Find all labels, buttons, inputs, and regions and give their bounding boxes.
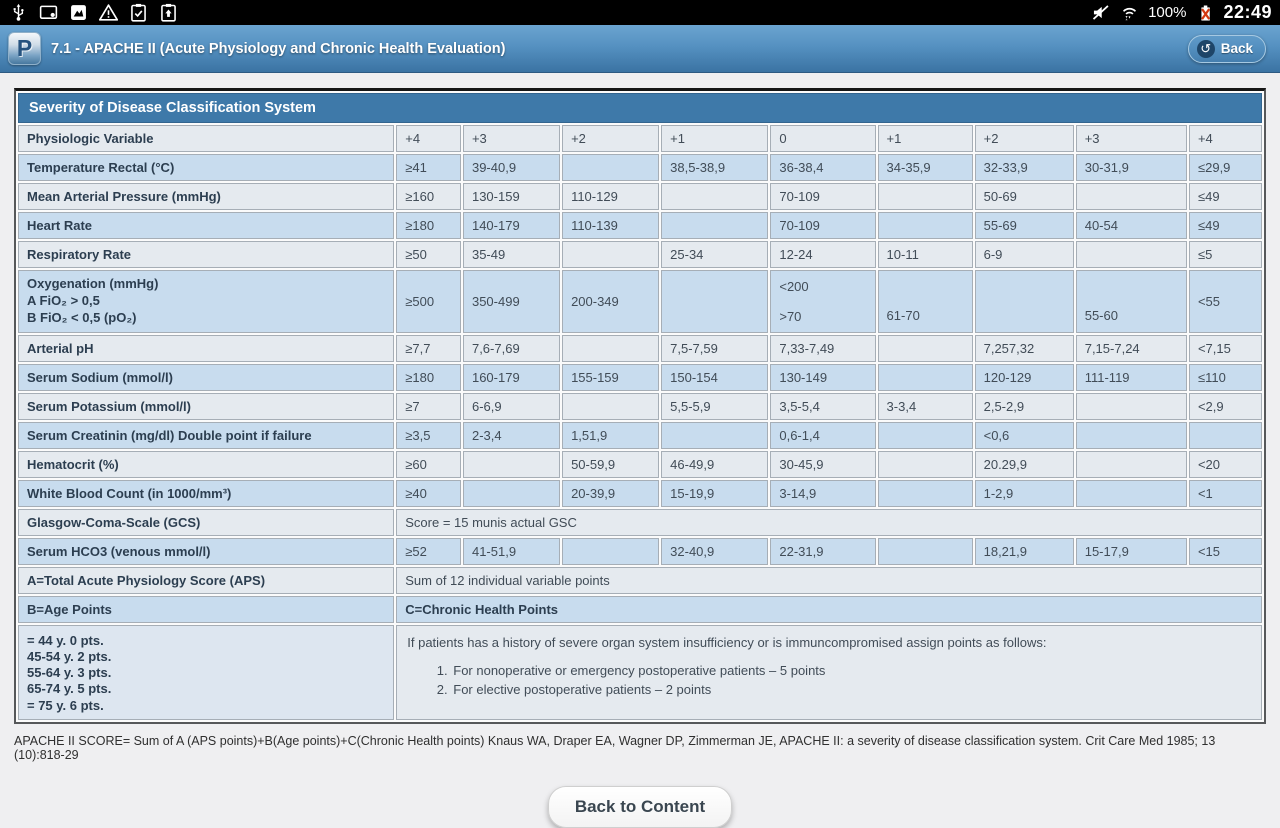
value-cell: 1-2,9: [975, 480, 1074, 507]
value-cell: 30-31,9: [1076, 154, 1187, 181]
battery-percent: 100%: [1148, 4, 1187, 21]
value-cell: 40-54: [1076, 212, 1187, 239]
value-cell: 12-24: [770, 241, 875, 268]
value-cell: ≥52: [396, 538, 461, 565]
value-cell: 140-179: [463, 212, 560, 239]
row-label: Serum Creatinin (mg/dl) Double point if failure: [18, 422, 394, 449]
row-label: White Blood Count (in 1000/mm³): [18, 480, 394, 507]
value-cell: 110-129: [562, 183, 659, 210]
value-cell: 20.29,9: [975, 451, 1074, 478]
column-header: 0: [770, 125, 875, 152]
value-cell: 3-3,4: [878, 393, 973, 420]
value-cell: ≥180: [396, 364, 461, 391]
table-row: [18, 567, 1262, 594]
value-cell: ≥41: [396, 154, 461, 181]
value-cell: 32-40,9: [661, 538, 768, 565]
footer: [0, 786, 1280, 828]
value-cell: 7,33-7,49: [770, 335, 875, 362]
value-cell: [1076, 183, 1187, 210]
value-cell: [878, 480, 973, 507]
row-label: A=Total Acute Physiology Score (APS): [18, 567, 394, 594]
value-cell: 130-159: [463, 183, 560, 210]
column-header: +2: [562, 125, 659, 152]
table-row: [18, 509, 1262, 536]
clock: 22:49: [1223, 2, 1272, 22]
value-cell: [1076, 451, 1187, 478]
clipboard-up-icon: [158, 2, 179, 23]
value-cell: 10-11: [878, 241, 973, 268]
table-row: [18, 480, 1262, 507]
value-cell: [661, 270, 768, 333]
gallery-icon: [68, 2, 89, 23]
value-cell: 25-34: [661, 241, 768, 268]
value-cell: 50-59,9: [562, 451, 659, 478]
value-cell: [562, 241, 659, 268]
table-title-row: [18, 93, 1262, 123]
column-header: +3: [1076, 125, 1187, 152]
status-bar: [0, 0, 1280, 25]
table-row: [18, 422, 1262, 449]
table-row: [18, 212, 1262, 239]
row-label: Hematocrit (%): [18, 451, 394, 478]
row-label: Heart Rate: [18, 212, 394, 239]
value-cell: [562, 154, 659, 181]
value-cell: 55-69: [975, 212, 1074, 239]
value-cell: 34-35,9: [878, 154, 973, 181]
table-row: [18, 364, 1262, 391]
value-cell: <55: [1189, 270, 1262, 333]
column-header: +4: [396, 125, 461, 152]
value-cell: ≥7,7: [396, 335, 461, 362]
value-cell: 350-499: [463, 270, 560, 333]
value-cell: 7,5-7,59: [661, 335, 768, 362]
back-button-label: Back: [1220, 41, 1253, 56]
value-cell: ≥160: [396, 183, 461, 210]
value-cell: 1,51,9: [562, 422, 659, 449]
table-row: [18, 270, 1262, 333]
row-label: Oxygenation (mmHg) A FiO₂ > 0,5 B FiO₂ < 0,5 (pO₂): [18, 270, 394, 333]
value-cell: 2,5-2,9: [975, 393, 1074, 420]
clipboard-check-icon: [128, 2, 149, 23]
value-cell: 111-119: [1076, 364, 1187, 391]
column-header: +2: [975, 125, 1074, 152]
table-row: [18, 538, 1262, 565]
value-cell: 120-129: [975, 364, 1074, 391]
table-row: [18, 183, 1262, 210]
value-cell: [661, 183, 768, 210]
value-cell: [1076, 241, 1187, 268]
row-label: Arterial pH: [18, 335, 394, 362]
value-cell: <7,15: [1189, 335, 1262, 362]
classification-table-body: [18, 93, 1262, 720]
value-cell: 41-51,9: [463, 538, 560, 565]
value-cell: [975, 270, 1074, 333]
table-row: [18, 393, 1262, 420]
value-cell: 46-49,9: [661, 451, 768, 478]
value-cell: <1: [1189, 480, 1262, 507]
value-cell: 0,6-1,4: [770, 422, 875, 449]
row-label: B=Age Points: [18, 596, 394, 623]
value-cell: [878, 335, 973, 362]
mute-icon: [1090, 2, 1111, 23]
row-label: Glasgow-Coma-Scale (GCS): [18, 509, 394, 536]
age-points-cell: = 44 y. 0 pts. 45-54 y. 2 pts. 55-64 y. 3 pts. 65-74 y. 5 pts. = 75 y. 6 pts.: [18, 625, 394, 720]
value-cell: ≥60: [396, 451, 461, 478]
value-cell: 38,5-38,9: [661, 154, 768, 181]
row-label: Serum Sodium (mmol/l): [18, 364, 394, 391]
battery-icon: [1194, 2, 1215, 23]
value-cell: [878, 451, 973, 478]
row-label: C=Chronic Health Points: [396, 596, 1262, 623]
table-row: [18, 625, 1262, 720]
value-cell: 55-60: [1076, 270, 1187, 333]
value-cell: <15: [1189, 538, 1262, 565]
value-cell: 35-49: [463, 241, 560, 268]
value-cell: [1076, 393, 1187, 420]
table-row: [18, 451, 1262, 478]
table-row: [18, 154, 1262, 181]
table-row: [18, 241, 1262, 268]
table-row: [18, 596, 1262, 623]
value-cell: ≥180: [396, 212, 461, 239]
value-cell: 36-38,4: [770, 154, 875, 181]
row-label: Serum HCO3 (venous mmol/l): [18, 538, 394, 565]
value-cell: [463, 480, 560, 507]
value-cell: [878, 422, 973, 449]
value-cell: ≤110: [1189, 364, 1262, 391]
value-cell: 2-3,4: [463, 422, 560, 449]
wifi-icon: [1119, 2, 1140, 23]
smart-display-icon: [38, 2, 59, 23]
value-cell: [463, 451, 560, 478]
back-arrow-icon: ↺: [1197, 40, 1215, 58]
value-cell: <0,6: [975, 422, 1074, 449]
row-label: Serum Potassium (mmol/l): [18, 393, 394, 420]
value-cell: [562, 538, 659, 565]
value-cell: 160-179: [463, 364, 560, 391]
value-cell: 110-139: [562, 212, 659, 239]
classification-table: [14, 88, 1266, 724]
value-cell: <2,9: [1189, 393, 1262, 420]
status-bar-left-icons: [8, 2, 179, 23]
value-cell: ≥50: [396, 241, 461, 268]
value-cell: [878, 538, 973, 565]
value-cell: [878, 183, 973, 210]
value-cell: ≤5: [1189, 241, 1262, 268]
value-cell: 5,5-5,9: [661, 393, 768, 420]
value-cell: 3,5-5,4: [770, 393, 875, 420]
value-cell: 32-33,9: [975, 154, 1074, 181]
value-cell: 15-19,9: [661, 480, 768, 507]
value-cell: ≥3,5: [396, 422, 461, 449]
table-header-row: [18, 125, 1262, 152]
value-cell: 7,257,32: [975, 335, 1074, 362]
value-cell: [1076, 480, 1187, 507]
value-cell: 22-31,9: [770, 538, 875, 565]
app-logo: [8, 32, 41, 65]
value-cell: 50-69: [975, 183, 1074, 210]
value-cell: 7,6-7,69: [463, 335, 560, 362]
row-label: Temperature Rectal (°C): [18, 154, 394, 181]
value-cell: <20: [1189, 451, 1262, 478]
table-row: [18, 335, 1262, 362]
value-cell: 18,21,9: [975, 538, 1074, 565]
column-header: +3: [463, 125, 560, 152]
column-header: +1: [661, 125, 768, 152]
value-cell: ≤29,9: [1189, 154, 1262, 181]
warning-icon: [98, 2, 119, 23]
value-cell: 61-70: [878, 270, 973, 333]
value-cell: 130-149: [770, 364, 875, 391]
value-cell: [562, 393, 659, 420]
value-cell: 39-40,9: [463, 154, 560, 181]
value-cell: 200-349: [562, 270, 659, 333]
value-cell: 6-6,9: [463, 393, 560, 420]
row-label: Mean Arterial Pressure (mmHg): [18, 183, 394, 210]
chronic-health-cell: If patients has a history of severe organ system insufficiency or is immuncompromised assign points as follows: 1. For nonoperative or emergency postoperative patients – 5 points 2. For elective postoperative patients – 2 points: [396, 625, 1262, 720]
value-cell: [1076, 422, 1187, 449]
value-cell: 15-17,9: [1076, 538, 1187, 565]
value-cell: [562, 335, 659, 362]
app-logo-letter: P: [16, 35, 33, 61]
value-cell: [878, 364, 973, 391]
value-cell: 7,15-7,24: [1076, 335, 1187, 362]
span-text-cell: Sum of 12 individual variable points: [396, 567, 1262, 594]
main-content: [0, 73, 1280, 724]
column-header: +1: [878, 125, 973, 152]
value-cell: ≥500: [396, 270, 461, 333]
value-cell: ≥40: [396, 480, 461, 507]
page-title: 7.1 - APACHE II (Acute Physiology and Chronic Health Evaluation): [51, 40, 506, 57]
row-label: Respiratory Rate: [18, 241, 394, 268]
status-bar-right: [1090, 2, 1272, 23]
value-cell: 30-45,9: [770, 451, 875, 478]
span-text-cell: Score = 15 munis actual GSC: [396, 509, 1262, 536]
back-button[interactable]: [1188, 35, 1266, 63]
value-cell: 70-109: [770, 183, 875, 210]
value-cell: ≥7: [396, 393, 461, 420]
value-cell: ≤49: [1189, 183, 1262, 210]
column-header: +4: [1189, 125, 1262, 152]
back-to-content-button[interactable]: Back to Content: [548, 786, 732, 828]
value-cell: 150-154: [661, 364, 768, 391]
value-cell: [878, 212, 973, 239]
value-cell: 155-159: [562, 364, 659, 391]
table-title: Severity of Disease Classification System: [18, 93, 1262, 123]
reference-footnote: APACHE II SCORE= Sum of A (APS points)+B(Age points)+C(Chronic Health points) Knaus WA, Draper EA, Wagner DP, Zimmerman JE, APACHE II: a severity of disease classification system. Crit Care Med 1985; 13 (10):818-29: [14, 733, 1216, 762]
value-cell: [661, 212, 768, 239]
value-cell: ≤49: [1189, 212, 1262, 239]
value-cell: <200 >70: [770, 270, 875, 333]
column-header: Physiologic Variable: [18, 125, 394, 152]
value-cell: 70-109: [770, 212, 875, 239]
value-cell: [661, 422, 768, 449]
value-cell: [1189, 422, 1262, 449]
value-cell: 6-9: [975, 241, 1074, 268]
usb-icon: [8, 2, 29, 23]
value-cell: 20-39,9: [562, 480, 659, 507]
value-cell: 3-14,9: [770, 480, 875, 507]
app-header: [0, 25, 1280, 73]
